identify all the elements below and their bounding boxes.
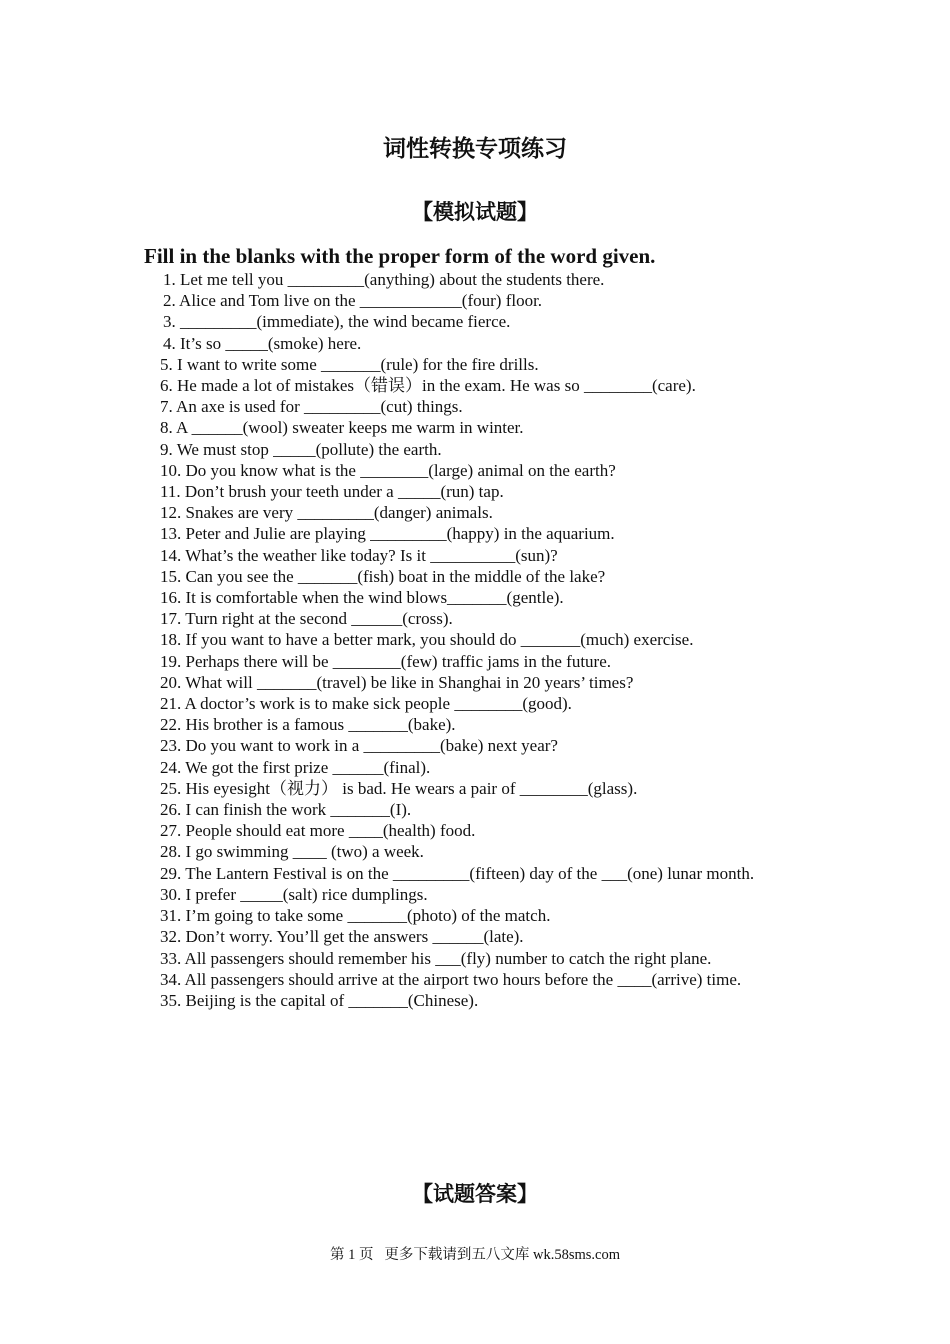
question-item: 15. Can you see the _______(fish) boat in the middle of the lake? <box>160 566 606 586</box>
question-item: 18. If you want to have a better mark, you should do _______(much) exercise. <box>160 630 694 650</box>
question-item: 6. He made a lot of mistakes（错误）in the exam. He was so ________(care). <box>160 376 696 396</box>
question-item: 7. An axe is used for _________(cut) things. <box>160 397 463 417</box>
question-item: 25. His eyesight（视力） is bad. He wears a pair of ________(glass). <box>160 778 638 798</box>
question-item: 30. I prefer _____(salt) rice dumplings. <box>160 884 428 904</box>
section-heading-answers: 【试题答案】 <box>412 1182 538 1206</box>
question-item: 31. I’m going to take some _______(photo) of the match. <box>160 906 551 926</box>
footer-download-link[interactable]: 更多下载请到五八文库 wk.58sms.com <box>384 1247 620 1263</box>
question-item: 1. Let me tell you _________(anything) about the students there. <box>163 270 605 289</box>
question-item: 14. What’s the weather like today? Is it __________(sun)? <box>160 545 558 565</box>
question-item: 13. Peter and Julie are playing _________(happy) in the aquarium. <box>160 524 615 544</box>
question-item: 32. Don’t worry. You’ll get the answers ______(late). <box>160 927 524 947</box>
section-heading-mock-test: 【模拟试题】 <box>412 200 538 224</box>
question-item: 8. A ______(wool) sweater keeps me warm in winter. <box>160 418 524 438</box>
question-item: 2. Alice and Tom live on the ____________(four) floor. <box>163 291 543 311</box>
question-item: 33. All passengers should remember his ___(fly) number to catch the right plane. <box>160 948 712 968</box>
page-footer <box>0 1245 950 1265</box>
question-item: 19. Perhaps there will be ________(few) traffic jams in the future. <box>160 651 611 671</box>
question-item: 17. Turn right at the second ______(cross). <box>160 609 453 629</box>
question-item: 21. A doctor’s work is to make sick people ________(good). <box>160 694 572 714</box>
question-item: 35. Beijing is the capital of _______(Chinese). <box>160 990 479 1010</box>
question-item: 9. We must stop _____(pollute) the earth. <box>160 439 442 459</box>
exercise-instruction: Fill in the blanks with the proper form of the word given. <box>144 244 656 268</box>
question-item: 10. Do you know what is the ________(large) animal on the earth? <box>160 460 616 480</box>
question-item: 12. Snakes are very _________(danger) animals. <box>160 503 493 523</box>
question-item: 16. It is comfortable when the wind blows_______(gentle). <box>160 588 564 608</box>
question-item: 28. I go swimming ____ (two) a week. <box>160 842 424 862</box>
question-item: 26. I can finish the work _______(I). <box>160 800 412 820</box>
question-item: 11. Don’t brush your teeth under a _____(run) tap. <box>160 482 504 502</box>
question-item: 34. All passengers should arrive at the airport two hours before the ____(arrive) time. <box>160 969 742 989</box>
question-item: 22. His brother is a famous _______(bake). <box>160 715 456 735</box>
question-item: 20. What will _______(travel) be like in Shanghai in 20 years’ times? <box>160 672 634 692</box>
question-list <box>144 269 806 1011</box>
question-item: 4. It’s so _____(smoke) here. <box>163 333 362 353</box>
question-item: 23. Do you want to work in a _________(bake) next year? <box>160 736 558 756</box>
question-item: 3. _________(immediate), the wind became fierce. <box>163 312 511 332</box>
question-item: 29. The Lantern Festival is on the _________(fifteen) day of the ___(one) lunar month. <box>160 863 755 883</box>
page-title: 词性转换专项练习 <box>383 136 567 162</box>
question-item: 24. We got the first prize ______(final). <box>160 757 431 777</box>
question-item: 27. People should eat more ____(health) food. <box>160 821 476 841</box>
question-item: 5. I want to write some _______(rule) for the fire drills. <box>160 354 539 374</box>
footer-page-number: 第 1 页 <box>330 1247 374 1263</box>
